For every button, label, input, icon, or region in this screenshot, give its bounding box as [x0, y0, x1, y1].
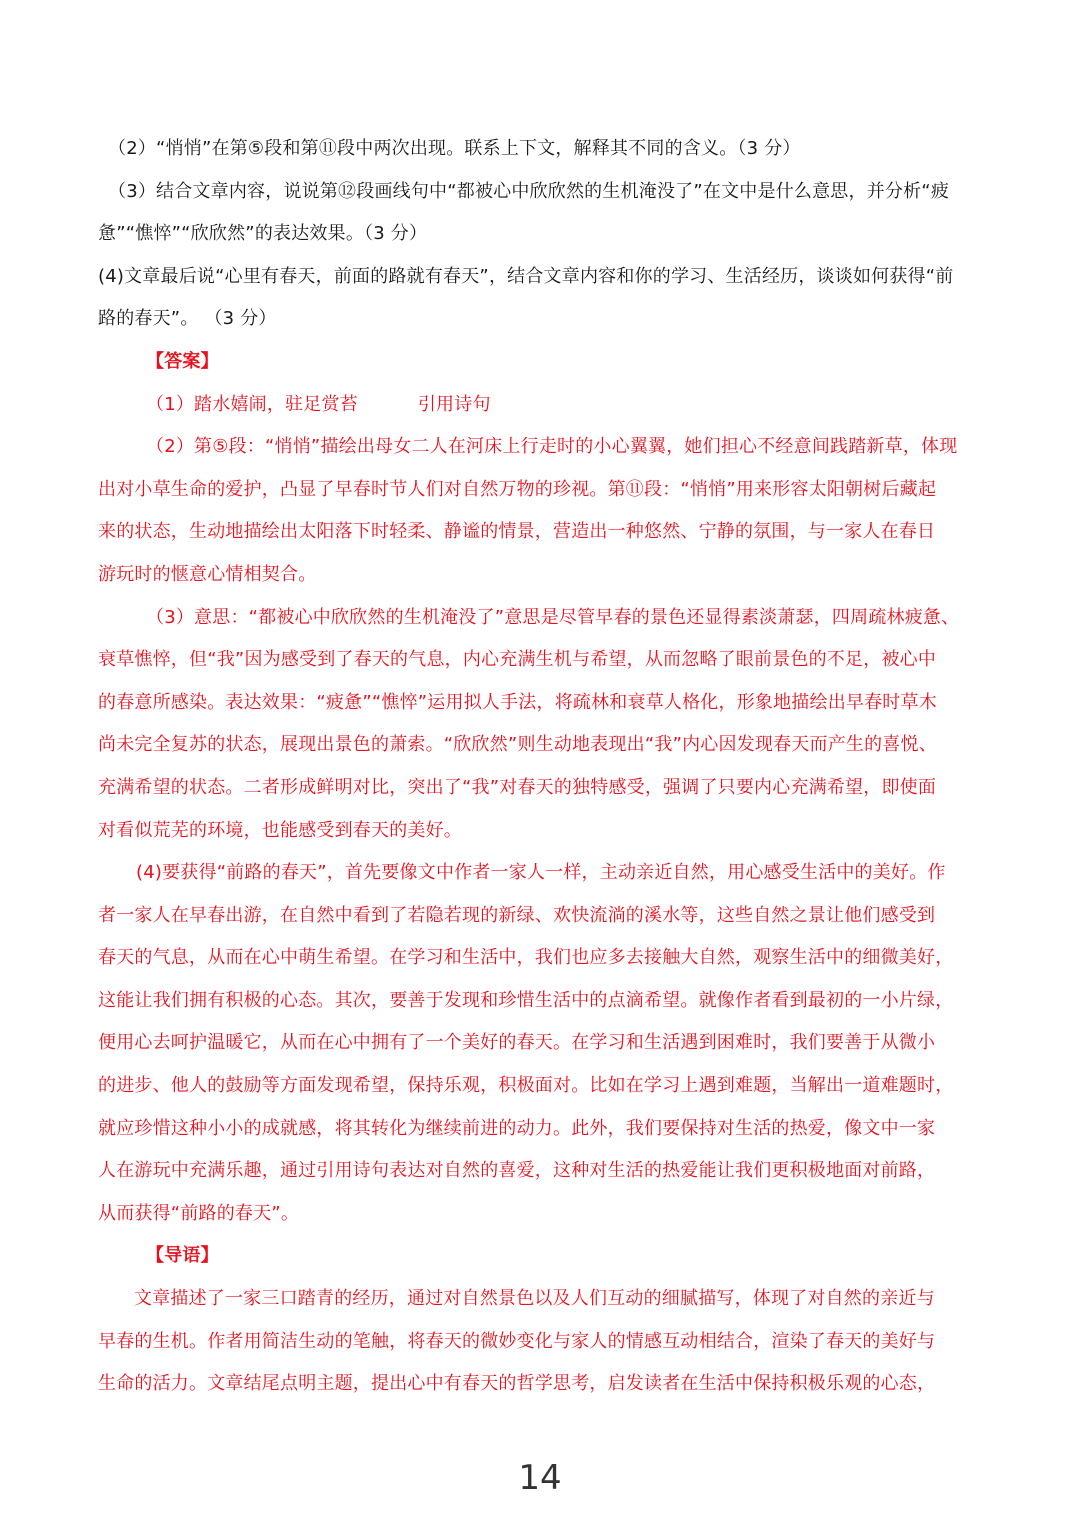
answer-3-line: 的春意所感染。表达效果：“疲惫”“憔悴”运用拟人手法，将疏林和衰草人格化，形象地描绘出早春时草木 [98, 691, 937, 713]
intro-line: 文章描述了一家三口踏青的经历，通过对自然景色以及人们互动的细腻描写，体现了对自然的亲近与 [134, 1288, 935, 1310]
intro-line: 生命的活力。文章结尾点明主题，提出心中有春天的哲学思考，启发读者在生活中保持积极乐观的心态， [98, 1373, 936, 1395]
intro-line: 早春的生机。作者用简洁生动的笔触，将春天的微妙变化与家人的情感互动相结合，渲染了春天的美好与 [98, 1330, 936, 1352]
answer-3-line: 对看似荒芜的环境，也能感受到春天的美好。 [98, 819, 462, 841]
intro-heading: 【导语】 [146, 1245, 219, 1267]
question-3-line-1: （3）结合文章内容，说说第⑫段画线句中“都被心中欣欣然的生机淹没了”在文中是什么意思，并分析“疲 [108, 180, 950, 202]
question-4-line-2: 路的春天”。 （3 分） [98, 308, 277, 330]
answer-2-line: （2）第⑤段：“悄悄”描绘出母女二人在河床上行走时的小心翼翼，她们担心不经意间践踏新草，体现 [146, 436, 958, 458]
page-number: 14 [518, 1458, 562, 1498]
answer-4-line: 者一家人在早春出游，在自然中看到了若隐若现的新绿、欢快流淌的溪水等，这些自然之景让他们感受到 [98, 904, 936, 926]
answer-2-line: 出对小草生命的爱护，凸显了早春时节人们对自然万物的珍视。第⑪段：“悄悄”用来形容太阳朝树后藏起 [98, 478, 937, 500]
answer-4-line: 这能让我们拥有积极的心态。其次，要善于发现和珍惜生活中的点滴希望。就像作者看到最初的一小片绿， [98, 989, 954, 1011]
answer-1-part-2: 引用诗句 [417, 393, 491, 415]
question-2: （2）“悄悄”在第⑤段和第⑪段中两次出现。联系上下文，解释其不同的含义。（3 分） [108, 138, 801, 159]
answer-4-line: 从而获得“前路的春天”。 [98, 1202, 300, 1224]
answer-2-line: 来的状态，生动地描绘出太阳落下时轻柔、静谧的情景，营造出一种悠然、宁静的氛围，与一家人在春日 [98, 521, 936, 543]
answer-3-line: 充满希望的状态。二者形成鲜明对比，突出了“我”对春天的独特感受，强调了只要内心充满希望，即使面 [98, 776, 937, 798]
document-page [98, 128, 984, 1406]
answer-4-line: 就应珍惜这种小小的成就感，将其转化为继续前进的动力。此外，我们要保持对生活的热爱，像文中一家 [98, 1117, 936, 1139]
answer-4-line: 的进步、他人的鼓励等方面发现希望，保持乐观，积极面对。比如在学习上遇到难题，当解出一道难题时， [98, 1075, 954, 1097]
answer-3-line: 衰草憔悴，但“我”因为感受到了春天的气息，内心充满生机与希望，从而忽略了眼前景色的不足，被心中 [98, 649, 937, 671]
answer-heading: 【答案】 [146, 350, 219, 372]
question-3-line-2: 惫”“憔悴”“欣欣然”的表达效果。（3 分） [98, 223, 428, 245]
answer-4-line: 人在游玩中充满乐趣，通过引用诗句表达对自然的喜爱，这种对生活的热爱能让我们更积极地面对前路， [98, 1160, 936, 1182]
answer-4-line: 便用心去呵护温暖它，从而在心中拥有了一个美好的春天。在学习和生活遇到困难时，我们要善于从微小 [98, 1032, 936, 1054]
answer-4-line: 春天的气息，从而在心中萌生希望。在学习和生活中，我们也应多去接触大自然，观察生活中的细微美好， [98, 947, 954, 969]
answer-3-line: 尚未完全复苏的状态，展现出景色的萧索。“欣欣然”则生动地表现出“我”内心因发现春天而产生的喜悦、 [98, 734, 937, 756]
answer-3-line: （3）意思：“都被心中欣欣然的生机淹没了”意思是尽管早春的景色还显得素淡萧瑟，四周疏林疲惫、 [146, 606, 960, 628]
answer-1-part-1: （1）踏水嬉闹，驻足赏苔 [146, 393, 358, 415]
answer-1 [98, 384, 984, 427]
answer-2-line: 游玩时的惬意心情相契合。 [98, 563, 317, 585]
answer-4-line: (4)要获得“前路的春天”，首先要像文中作者一家人一样，主动亲近自然，用心感受生活中的美好。作 [136, 862, 946, 884]
question-4-line-1: (4)文章最后说“心里有春天，前面的路就有春天”，结合文章内容和你的学习、生活经历，谈谈如何获得“前 [98, 265, 954, 287]
